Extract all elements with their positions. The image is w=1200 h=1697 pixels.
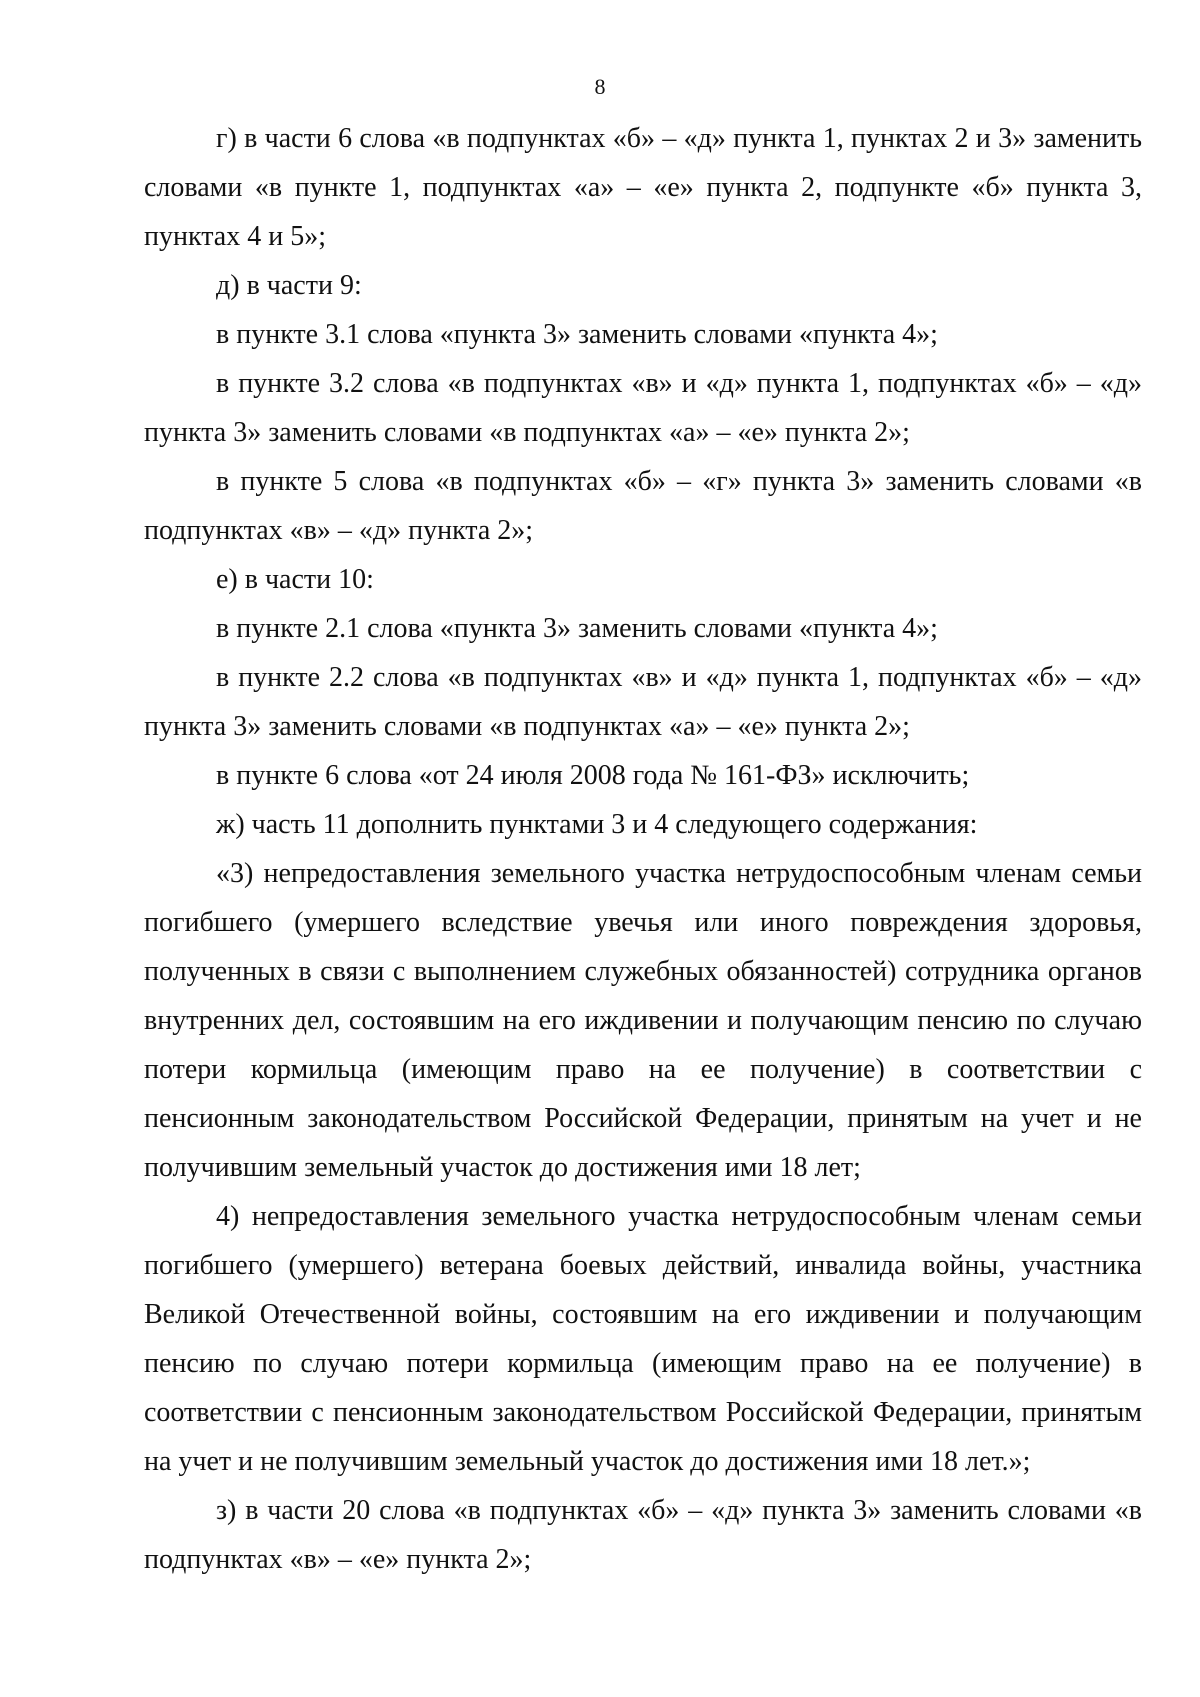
paragraph-zh-item-4: 4) непредоставления земельного участка нетрудоспособным членам семьи погибшего (умершего) ветерана боевых действий, инвалида войны, участника Великой Отечественной войны, состоявшим на его иждивении и получающим пенсию по случаю потери кормильца (имеющим право на ее получение) в соответствии с пенсионным законодательством Российской Федерации, принятым на учет и не получившим земельный участок до достижения ими 18 лет.»;	[144, 1201, 1142, 1477]
paragraph-z: з) в части 20 слова «в подпунктах «б» – «д» пункта 3» заменить словами «в подпунктах «в» – «е» пункта 2»;	[144, 1495, 1142, 1575]
paragraph-g: г) в части 6 слова «в подпунктах «б» – «д» пункта 1, пунктах 2 и 3» заменить словами «в пункте 1, подпунктах «а» – «е» пункта 2, подпункте «б» пункта 3, пунктах 4 и 5»;	[144, 123, 1142, 252]
page-number: 8	[594, 74, 606, 99]
paragraph-d-item-3-1: в пункте 3.1 слова «пункта 3» заменить словами «пункта 4»;	[216, 319, 938, 350]
document-body	[144, 114, 1142, 1584]
paragraph-d-item-3-2: в пункте 3.2 слова «в подпунктах «в» и «д» пункта 1, подпунктах «б» – «д» пункта 3» заменить словами «в подпунктах «а» – «е» пункта 2»;	[144, 368, 1142, 448]
paragraph-e: е) в части 10:	[216, 564, 374, 595]
paragraph-e-item-2-2: в пункте 2.2 слова «в подпунктах «в» и «д» пункта 1, подпунктах «б» – «д» пункта 3» заменить словами «в подпунктах «а» – «е» пункта 2»;	[144, 662, 1142, 742]
paragraph-zh: ж) часть 11 дополнить пунктами 3 и 4 следующего содержания:	[216, 809, 978, 840]
paragraph-e-item-2-1: в пункте 2.1 слова «пункта 3» заменить словами «пункта 4»;	[216, 613, 938, 644]
paragraph-d-item-5: в пункте 5 слова «в подпунктах «б» – «г» пункта 3» заменить словами «в подпунктах «в» – «д» пункта 2»;	[144, 466, 1142, 546]
paragraph-d: д) в части 9:	[216, 270, 362, 301]
paragraph-e-item-6: в пункте 6 слова «от 24 июля 2008 года № 161-ФЗ» исключить;	[216, 760, 970, 791]
paragraph-zh-item-3: «3) непредоставления земельного участка нетрудоспособным членам семьи погибшего (умершего вследствие увечья или иного повреждения здоровья, полученных в связи с выполнением служебных обязанностей) сотрудника органов внутренних дел, состоявшим на его иждивении и получающим пенсию по случаю потери кормильца (имеющим право на ее получение) в соответствии с пенсионным законодательством Российской Федерации, принятым на учет и не получившим земельный участок до достижения ими 18 лет;	[144, 858, 1142, 1183]
